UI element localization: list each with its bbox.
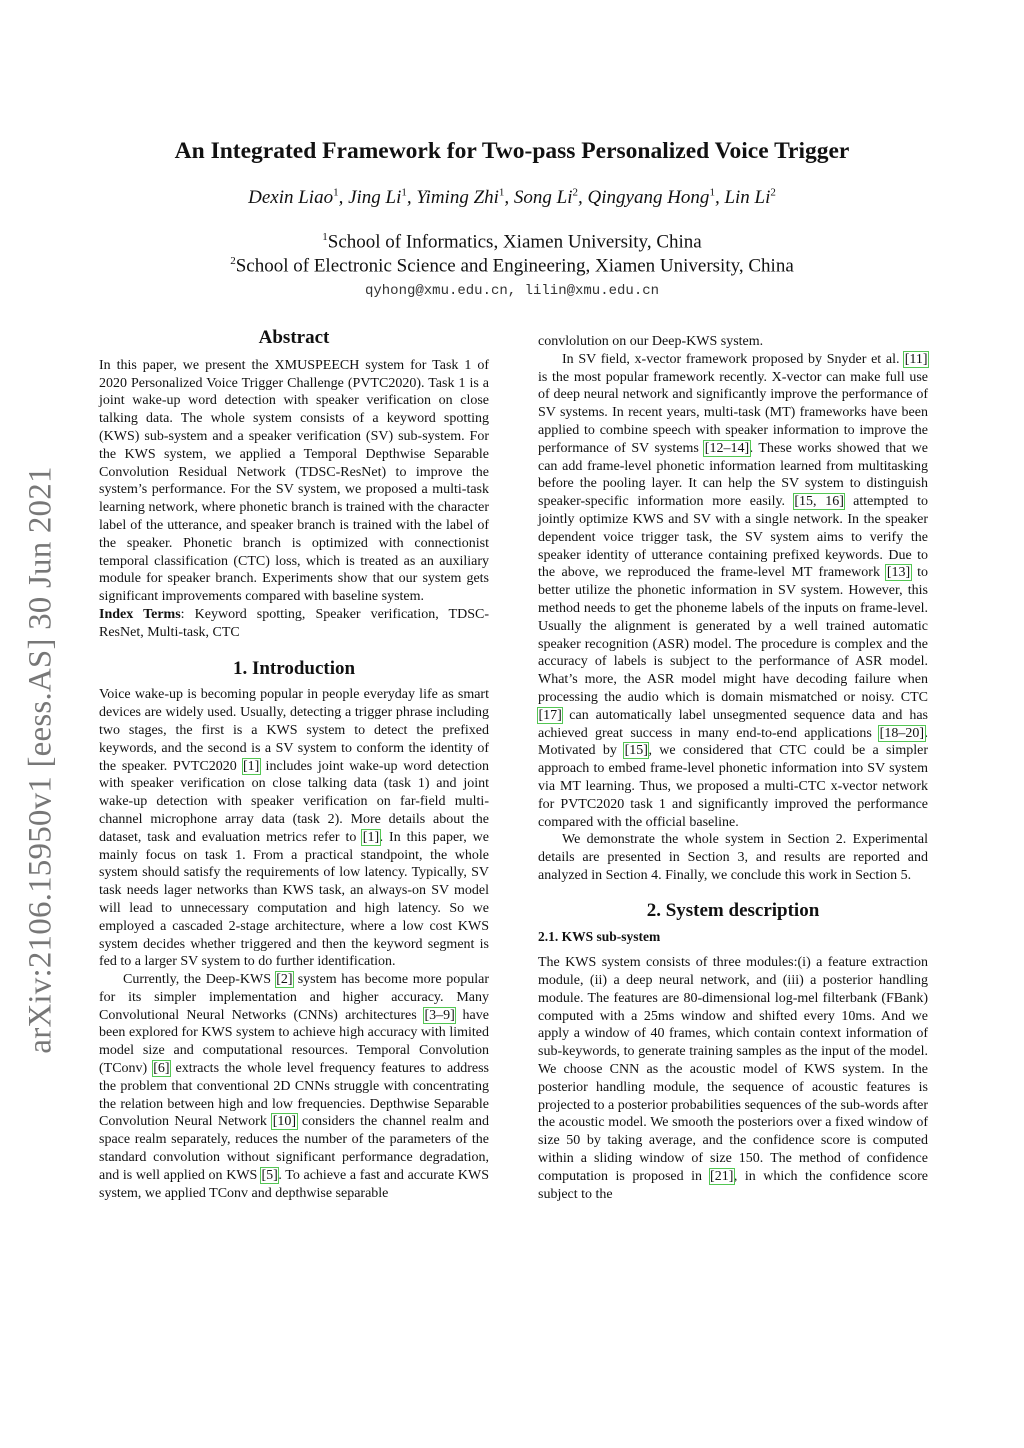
citation-link[interactable]: [5] bbox=[261, 1167, 278, 1183]
abstract-heading: Abstract bbox=[258, 327, 330, 348]
citation-link[interactable]: [15, 16] bbox=[794, 494, 844, 510]
kws-subsystem-heading: 2.1. KWS sub-system bbox=[538, 928, 661, 944]
left-column bbox=[99, 329, 489, 1202]
author: Qingyang Hong$^1$, bbox=[587, 187, 725, 209]
intro-paragraph-2: Currently, the Deep-KWS [2] system has become more popular for its simpler implementation and higher accuracy. Many Convolutional Neural Networks (CNNs) architectures [3–9] have been explored for KWS system to achieve high accuracy with limited model size and computational resources. Temporal Convolution (TConv) [6] extracts the whole level frequency features to address the problem that conventional 2D CNNs struggle with concentrating the relation between high and low frequencies. Depthwise Separable Convolution Neural Network [10] considers the channel realm and space realm separately, reduces the number of the parameters of the standard convolution without significant performance degradation, and is well applied on KWS [5]. To achieve a fast and accurate KWS system, we applied TConv and depthwise separable bbox=[99, 972, 489, 1201]
intro-paragraph-4: We demonstrate the whole system in Section 2. Experimental details are presented in Section 3, and results are reported and analyzed in Section 4. Finally, we conclude this work in Section 5. bbox=[538, 832, 928, 883]
index-terms: Index Terms: Keyword spotting, Speaker verification, TDSC-ResNet, Multi-task, CTC bbox=[99, 606, 489, 640]
citation-link[interactable]: [1] bbox=[243, 758, 260, 774]
introduction-heading: 1. Introduction bbox=[232, 657, 356, 679]
arxiv-sidebar-stamp bbox=[20, 440, 62, 1080]
intro-paragraph-3: In SV field, x-vector framework proposed by Snyder et al. [11] is the most popular framework recently. X-vector can make full use of deep neural network and significantly improve the performance of SV systems. In recent years, multi-task (MT) frameworks have been applied to combine speech with speaker information to improve the performance of SV systems [12–14]. These works showed that we can add frame-level phonetic information learned from multitasking before the pooling layer. It can help the SV system to distinguish speaker-specific information more easily. [15, 16] attempted to jointly optimize KWS and SV with a single network. In the speaker dependent voice trigger task, the SV system aims to verify the speaker identity of utterance containing prefixed keywords. Due to the above, we reproduced the frame-level MT framework [13] to better utilize the phonetic information in SV system. However, this method needs to get the phoneme labels of the inputs on frame-level. Usually the alignment is generated by a well trained automatic speaker recognition (ASR) model. The procedure is complex and the accuracy of labels is subject to the performance of ASR model. What’s more, the ASR model might have decoding failure when processing the audio which is domain mismatched or noisy. CTC [17] can automatically label unsegmented sequence data and has achieved great success in many end-to-end applications [18–20]. Motivated by [15], we considered that CTC could be a simpler approach to embed frame-level phonetic information into SV system via MT learning. Thus, we proposed a multi-CTC x-vector network for PVTC2020 task 1 and significantly improved the performance compared with the official baseline. bbox=[538, 351, 929, 830]
citation-link[interactable]: [15] bbox=[624, 743, 648, 759]
abstract-text: In this paper, we present the XMUSPEECH system for Task 1 of 2020 Personalized Voice Trigger Challenge (PVTC2020). Task 1 is a joint wake-up word detection with speaker verification on close talking data. The whole system consists of a keyword spotting (KWS) sub-system and a speaker verification (SV) sub-system. For the KWS system, we applied a Temporal Depthwise Separable Convolution Residual Network (TDSC-ResNet) to improve the system’s performance. For the SV system, we proposed a multi-task learning network, where phonetic branch is trained with the character label of the utterance, and speaker branch is trained with the label of the speaker. Phonetic branch is optimized with connectionist temporal classification (CTC) loss, which is treated as an auxiliary module for speaker branch. Experiments show that our system gets significant improvements compared with baseline system. bbox=[99, 357, 489, 605]
citation-link[interactable]: [21] bbox=[710, 1168, 734, 1184]
author-list bbox=[0, 187, 1024, 209]
kws-paragraph: The KWS system consists of three modules:(i) a feature extraction module, (ii) a deep neural network, and (iii) a posterior handling module. The features are 80-dimensional log-mel filterbank (FBank) computed with a 25ms window and shifted every 10ms. And we apply a window of 40 frames, which contain context information of sub-keywords, to generate training samples as the input of the model. We choose CNN as the acoustic model of KWS system. In the posterior handling module, the sequence of acoustic features is projected to a posterior probabilities sequences of the sub-words after the acoustic model. We smooth the posteriors over a fixed window of size 50 by taking average, and the confidence score is computed within a sliding window of size 150. The method of confidence computation is proposed in [21], in which the confidence score subject to the bbox=[538, 955, 928, 1202]
author-emails: qyhong@xmu.edu.cn, lilin@xmu.edu.cn bbox=[364, 283, 660, 299]
citation-link[interactable]: [17] bbox=[538, 707, 562, 723]
citation-link[interactable]: [10] bbox=[272, 1114, 297, 1130]
intro-paragraph-1: Voice wake-up is becoming popular in people everyday life as smart devices are widely used. Usually, detecting a trigger phrase including two stages, the first is a KWS system to detect the prefixed keywords, and the second is a SV system to conform the identity of the speaker. PVTC2020 [1] includes joint wake-up word detection with speaker verification on close talking data (task 1) and joint wake-up detection with speaker verification on far-field multi-channel microphone array data (task 2). More details about the dataset, task and evaluation metrics refer to [1]. In this paper, we mainly focus on task 1. From a practical standpoint, the whole system should satisfy the requirements of low latency. Typically, SV task needs lager networks than KWS task, an always-on SV model will lead to unnecessary computation and high latency. So we employed a cascaded 2-stage architecture, where a low cost KWS system decides whether triggered and then the keyword segment is fed to a larger SV system to do further identification. bbox=[99, 687, 490, 970]
affiliation-1: $^1$School of Informatics, Xiamen University, China bbox=[322, 231, 702, 253]
citation-link[interactable]: [3–9] bbox=[424, 1007, 455, 1023]
paper-title: An Integrated Framework for Two-pass Personalized Voice Trigger bbox=[174, 138, 850, 164]
system-description-heading: 2. System description bbox=[646, 899, 820, 921]
affiliation-2: $^2$School of Electronic Science and Engineering, Xiamen University, China bbox=[230, 255, 794, 277]
citation-link[interactable]: [2] bbox=[276, 972, 293, 988]
citation-link[interactable]: [11] bbox=[904, 351, 928, 367]
arxiv-id: arXiv:2106.15950v1 [eess.AS] 30 Jun 2021 bbox=[22, 466, 59, 1054]
intro-paragraph-2-continued: convlolution on our Deep-KWS system. bbox=[538, 334, 764, 349]
author: Lin Li$^2$ bbox=[724, 187, 776, 209]
author: Yiming Zhi$^1$, bbox=[416, 187, 514, 209]
author: Dexin Liao$^1$, bbox=[248, 187, 349, 209]
right-column bbox=[538, 333, 928, 1203]
citation-link[interactable]: [12–14] bbox=[704, 440, 750, 456]
citation-link[interactable]: [18–20] bbox=[879, 725, 924, 741]
citation-link[interactable]: [1] bbox=[362, 829, 380, 845]
author: Song Li$^2$, bbox=[513, 187, 588, 209]
citation-link[interactable]: [6] bbox=[153, 1061, 170, 1077]
citation-link[interactable]: [13] bbox=[886, 565, 911, 581]
author: Jing Li$^1$, bbox=[348, 187, 417, 209]
